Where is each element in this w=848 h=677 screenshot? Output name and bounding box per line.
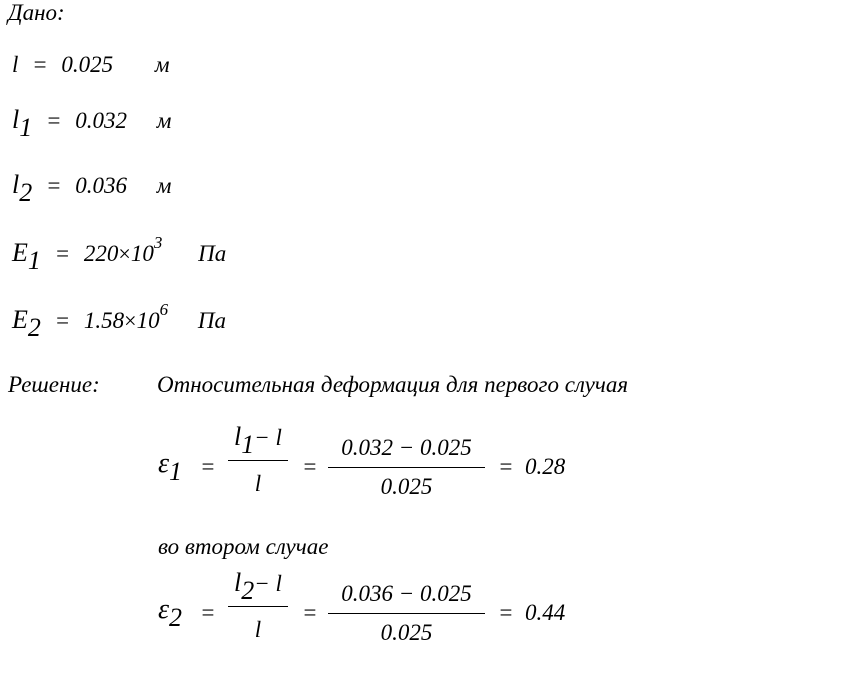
epsilon-2-sub: 2 (169, 603, 183, 632)
unit-l: м (154, 52, 170, 77)
times-sign: × (124, 308, 137, 333)
epsilon-2: ε (158, 594, 170, 625)
eq2-num-var: l (234, 568, 242, 597)
equals-sign: = (45, 173, 62, 198)
exp-E1: 3 (153, 233, 163, 252)
unit-E1: Па (198, 241, 227, 266)
sub-l1: 1 (19, 113, 33, 142)
solution-intro: Относительная деформация для первого случая (157, 372, 629, 397)
epsilon-1-sub: 1 (169, 457, 183, 486)
eq2-equals-2: = (302, 600, 318, 625)
eq1-numeric-denominator: 0.025 (380, 474, 433, 499)
eq1-result: 0.28 (525, 454, 566, 479)
eq1-denominator: l (254, 471, 262, 496)
given-title: Дано: (8, 0, 65, 25)
fraction-bar (228, 460, 288, 461)
unit-E2: Па (197, 308, 226, 333)
sub-l2: 2 (19, 178, 33, 207)
eq2-fraction-symbolic (228, 568, 288, 643)
eq1-equals-1: = (200, 454, 216, 479)
var-l: l (12, 52, 19, 77)
given-E2-row (12, 300, 226, 342)
exp-E2: 6 (159, 300, 169, 319)
eq2-equals-3: = (498, 600, 514, 625)
var-E1: E (12, 238, 28, 267)
eq1-equals-3: = (498, 454, 514, 479)
value-l: 0.025 (61, 52, 114, 77)
eq2-result: 0.44 (525, 600, 566, 625)
eq1-num-sub: 1 (241, 430, 255, 459)
fraction-bar (328, 613, 485, 614)
eq2-fraction-numeric (328, 581, 485, 646)
equals-sign: = (54, 308, 71, 333)
eq1-lhs (158, 448, 183, 486)
fraction-bar (328, 467, 485, 468)
base-E2: 10 (136, 308, 160, 333)
unit-l1: м (156, 108, 172, 133)
eq2-lhs (158, 594, 183, 632)
value-l2: 0.036 (75, 173, 128, 198)
eq1-numerator (234, 422, 282, 459)
var-l2: l (12, 170, 20, 199)
eq2-numerator (234, 568, 282, 605)
epsilon-1: ε (158, 448, 170, 479)
given-l1-row (12, 105, 172, 142)
base-E1: 10 (130, 241, 154, 266)
given-l-row (12, 52, 170, 78)
eq2-numeric-denominator: 0.025 (380, 620, 433, 645)
solution-title: Решение: (8, 372, 100, 397)
eq1-fraction-symbolic (228, 422, 288, 497)
given-E1-row (12, 233, 227, 275)
mantissa-E1: 220 (83, 241, 119, 266)
times-sign: × (118, 241, 131, 266)
eq1-numeric-numerator: 0.032 − 0.025 (341, 435, 472, 460)
unit-l2: м (156, 173, 172, 198)
equals-sign: = (32, 52, 48, 77)
eq2-numeric-numerator: 0.036 − 0.025 (341, 581, 472, 606)
var-E2: E (12, 305, 28, 334)
sub-E1: 1 (27, 246, 41, 275)
mantissa-E2: 1.58 (83, 308, 125, 333)
eq2-num-rest: − l (254, 571, 282, 596)
sub-E2: 2 (27, 313, 41, 342)
given-l2-row (12, 170, 172, 207)
eq2-num-sub: 2 (241, 576, 255, 605)
eq1-num-var: l (234, 422, 242, 451)
eq1-equals-2: = (302, 454, 318, 479)
var-l1: l (12, 105, 20, 134)
eq1-num-rest: − l (254, 425, 282, 450)
eq2-denominator: l (254, 617, 262, 642)
eq1-fraction-numeric (328, 435, 485, 500)
second-case-label: во втором случае (158, 534, 329, 559)
eq2-equals-1: = (200, 600, 216, 625)
value-l1: 0.032 (75, 108, 128, 133)
fraction-bar (228, 606, 288, 607)
equals-sign: = (54, 241, 71, 266)
equals-sign: = (45, 108, 62, 133)
